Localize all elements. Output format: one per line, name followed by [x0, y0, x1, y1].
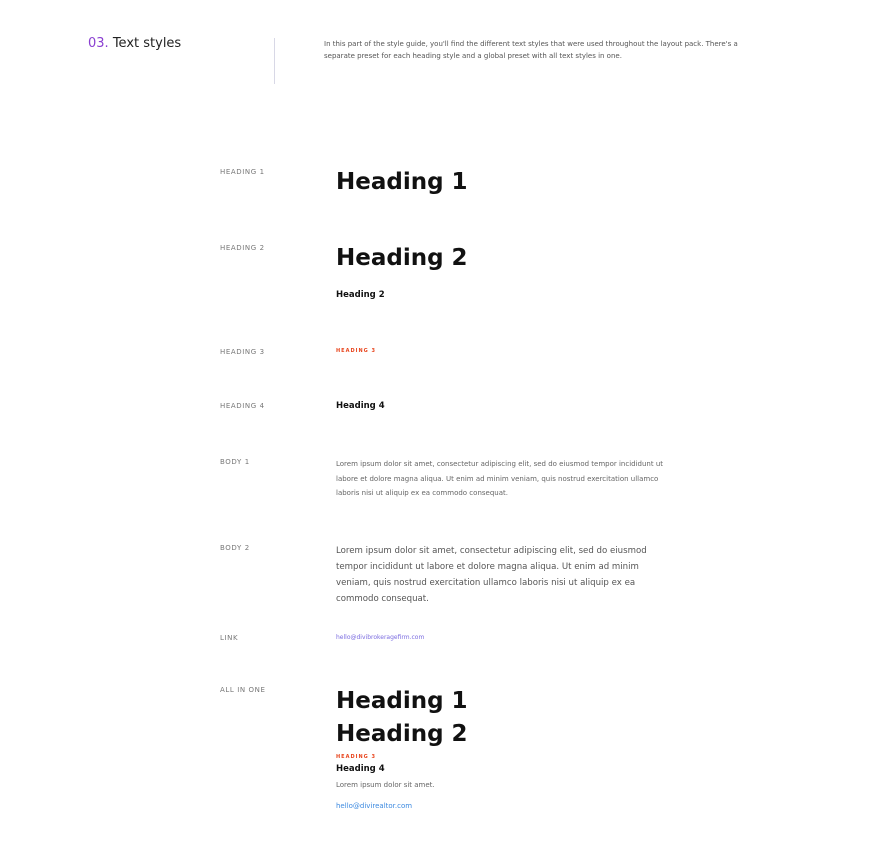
label-heading-3: HEADING 3: [220, 348, 265, 356]
sample-heading-2-small: Heading 2: [336, 290, 385, 300]
label-body-1: BODY 1: [220, 458, 250, 466]
sample-link[interactable]: hello@divibrokeragefirm.com: [336, 634, 425, 641]
sample-heading-1: Heading 1: [336, 169, 468, 195]
section-number: 03.: [88, 36, 109, 51]
all-in-one-body: Lorem ipsum dolor sit amet.: [336, 781, 435, 789]
header-divider: [274, 38, 275, 84]
label-body-2: BODY 2: [220, 544, 250, 552]
sample-body-1: Lorem ipsum dolor sit amet, consectetur adipiscing elit, sed do eiusmod tempor incididunt ut labore et dolore magna aliqua. Ut enim ad minim veniam, quis nostrud exercitation ullamco laboris nisi ut aliquip ex ea commodo consequat.: [336, 460, 663, 497]
sample-heading-4: Heading 4: [336, 401, 385, 411]
sample-heading-3: HEADING 3: [336, 348, 376, 354]
label-heading-2: HEADING 2: [220, 244, 265, 252]
label-link: LINK: [220, 634, 239, 642]
label-all-in-one: ALL IN ONE: [220, 686, 266, 694]
label-heading-1: HEADING 1: [220, 168, 265, 176]
section-title: [88, 36, 181, 51]
all-in-one-heading-1: Heading 1: [336, 688, 468, 714]
section-intro: In this part of the style guide, you'll find the different text styles that were used throughout the layout pack. There's a separate preset for each heading style and a global preset with all text styles in one.: [324, 40, 738, 60]
section-title-text: Text styles: [112, 36, 182, 51]
sample-heading-2: Heading 2: [336, 245, 468, 271]
all-in-one-heading-4: Heading 4: [336, 764, 385, 774]
all-in-one-heading-3: HEADING 3: [336, 754, 376, 760]
all-in-one-heading-2: Heading 2: [336, 721, 468, 747]
all-in-one-link[interactable]: hello@divirealtor.com: [336, 802, 413, 810]
sample-body-2: Lorem ipsum dolor sit amet, consectetur adipiscing elit, sed do eiusmod tempor incididunt ut labore et dolore magna aliqua. Ut enim ad minim veniam, quis nostrud exercitation ullamco laboris nisi ut aliquip ex ea commodo consequat.: [336, 546, 647, 604]
label-heading-4: HEADING 4: [220, 402, 265, 410]
